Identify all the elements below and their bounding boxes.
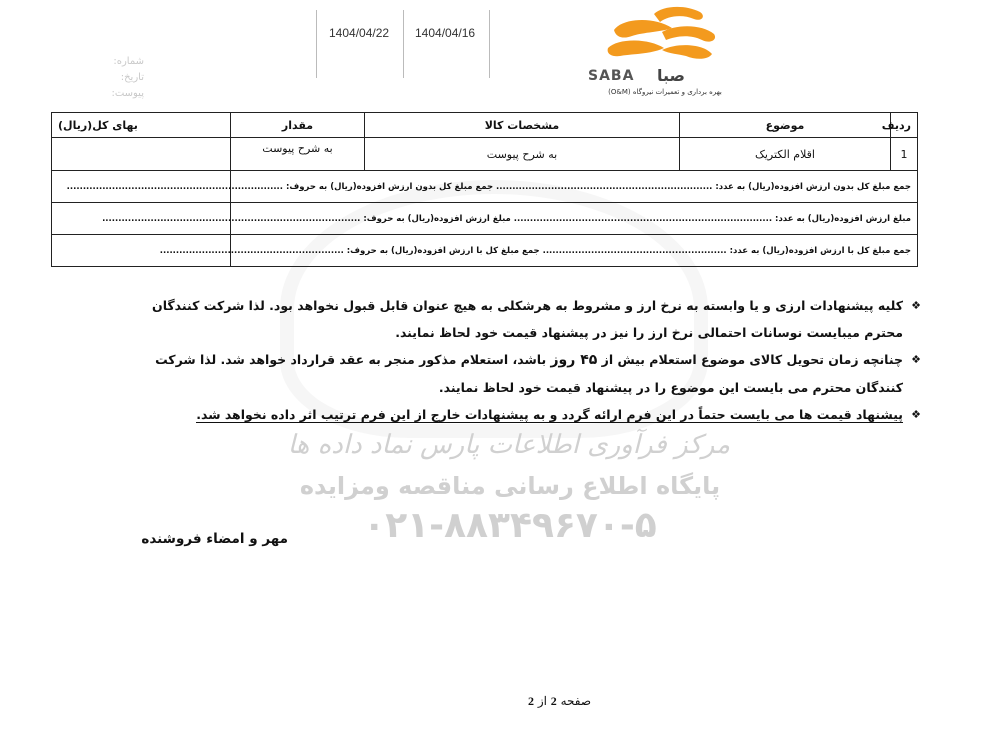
- note-delivery-part-a: چنانچه زمان تحویل کالای موضوع استعلام بیش از: [601, 352, 903, 367]
- watermark-line-1: مرکز فرآوری اطلاعات پارس نماد داده ها: [287, 430, 730, 460]
- date-1: 1404/04/22: [329, 26, 390, 40]
- sum-row-vat: [52, 203, 918, 235]
- sum-without-vat-text: جمع مبلغ کل بدون ارزش افزوده(ریال) به عدد: ................................................................... جمع مبلغ کل بدون ارزش افزوده(ریال) به حروف: ...................................................................: [231, 171, 918, 203]
- logo-subtitle: بهره برداری و تعمیرات نیروگاه (O&M): [608, 88, 722, 96]
- col-total-header: بهای کل(ریال): [52, 113, 231, 138]
- note-delivery-part-b: باشد، استعلام مذکور منجر به عقد قرارداد خواهد شد. لذا شرکت کنندگان محترم می بایست این موضوع را در پیشنهاد قیمت خود لحاظ نمایند.: [155, 352, 903, 395]
- col-subject-header: موضوع: [680, 113, 891, 138]
- col-specs-header: مشخصات کالا: [365, 113, 680, 138]
- note-delivery: [151, 346, 921, 401]
- logo-word: SABA: [588, 68, 635, 84]
- cell-specs: به شرح پیوست: [365, 138, 680, 171]
- note-form: [151, 401, 921, 428]
- sum-row-without-vat: [52, 171, 918, 203]
- col-row-header: ردیف: [891, 113, 918, 138]
- sum-row-with-vat: [52, 235, 918, 267]
- page-of-word: از: [537, 694, 547, 708]
- page-word: صفحه: [560, 694, 592, 708]
- quote-table: [51, 112, 918, 267]
- dates-box: [316, 10, 490, 78]
- cell-qty: به شرح پیوست: [231, 138, 365, 171]
- cell-row-number: 1: [891, 138, 918, 171]
- page-total: 2: [528, 694, 534, 708]
- cell-total[interactable]: [52, 138, 231, 171]
- meta-attachment: پیوست:: [111, 88, 144, 99]
- page-current: 2: [550, 694, 557, 708]
- col-qty-header: مقدار: [231, 113, 365, 138]
- notes-list: [151, 292, 921, 428]
- cell-subject: اقلام الکتریک: [680, 138, 891, 171]
- note-delivery-days: ۴۵ روز: [550, 352, 598, 368]
- sum-with-vat-text: جمع مبلغ کل با ارزش افزوده(ریال) به عدد: ......................................................... جمع مبلغ کل با ارزش افزوده(ریال) به حروف: .........................................................: [231, 235, 918, 267]
- vat-amount-text: مبلغ ارزش افزوده(ریال) به عدد: ................................................................................ مبلغ ارزش افزوده(ریال) به حروف: ................................................................................: [231, 203, 918, 235]
- table-header-row: [52, 113, 918, 138]
- meta-number: شماره:: [113, 56, 144, 67]
- seller-signature-label: مهر و امضاء فروشنده: [141, 531, 288, 547]
- logo-fa: صبا: [657, 66, 685, 85]
- watermark-line-2: پایگاه اطلاع رسانی مناقصه ومزایده: [299, 472, 721, 500]
- table-row: [52, 138, 918, 171]
- dates-divider: [403, 10, 404, 78]
- date-2: 1404/04/16: [415, 26, 476, 40]
- page-number: [528, 694, 591, 709]
- note-form-text: پیشنهاد قیمت ها می بایست حتماً در این فرم ارائه گردد و به پیشنهادات خارج از این فرم ترتیب اثر داده نخواهد شد.: [196, 407, 903, 422]
- meta-date: تاریخ:: [120, 72, 144, 83]
- note-currency: ❖ کلیه پیشنهادات ارزی و یا وابسته به نرخ ارز و مشروط به هرشکلی به هیچ عنوان قابل قبول نخواهد بود. لذا شرکت کنندگان محترم میبایست نوسانات احتمالی نرخ ارز را نیز در پیشنهاد قیمت خود لحاظ نمایند.: [151, 292, 921, 346]
- watermark-phone: ۰۲۱-۸۸۳۴۹۶۷۰-۵: [363, 505, 657, 546]
